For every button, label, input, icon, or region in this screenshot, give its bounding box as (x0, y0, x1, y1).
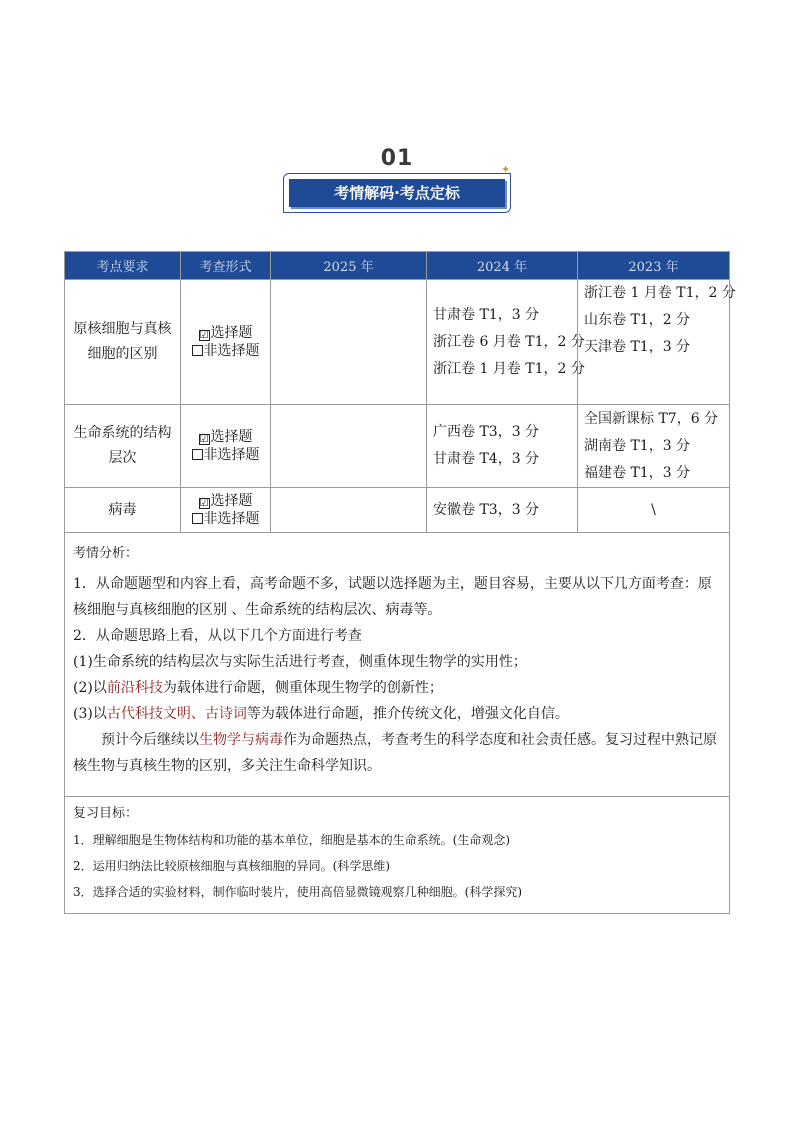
exam-analysis-table (64, 251, 736, 914)
goal-item: 3．选择合适的实验材料，制作临时装片，使用高倍显微镜观察几种细胞。(科学探究) (73, 885, 523, 899)
year-2024-cell (427, 405, 578, 488)
checked-box-icon: ☑ (199, 330, 209, 341)
year-2023-cell (578, 488, 730, 533)
exam-entry: 山东卷 T1，2 分 (584, 312, 691, 328)
section-number: 01 (380, 146, 414, 171)
year-2025-cell (271, 488, 427, 533)
option-choice: ☑ 选择题 (199, 429, 253, 445)
analysis-paragraph: 预计今后继续以生物学与病毒作为命题热点，考查考生的科学态度和社会责任感。复习过程中熟记原核生物与真核生物的区别，多关注生命科学知识。 (73, 732, 717, 774)
exam-entry: 甘肃卷 T1，3 分 (433, 306, 540, 323)
year-2023-cell (578, 405, 730, 488)
section-title-badge (283, 163, 513, 215)
requirement-cell (65, 405, 181, 488)
table-row (65, 280, 730, 405)
analysis-paragraph: (1)生命系统的结构层次与实际生活进行考查，侧重体现生物学的实用性； (73, 654, 527, 670)
exam-entry: 安徽卷 T3，3 分 (433, 501, 540, 518)
goal-item: 1．理解细胞是生物体结构和功能的基本单位，细胞是基本的生命系统。(生命观念) (73, 833, 511, 847)
analysis-paragraph: (3)以古代科技文明、古诗词等为载体进行命题，推介传统文化，增强文化自信。 (73, 706, 569, 722)
exam-entry: 全国新课标 T7，6 分 (584, 410, 719, 427)
goals-row (65, 797, 730, 914)
year-2025-cell (271, 405, 427, 488)
analysis-row (65, 533, 730, 797)
exam-entry: 甘肃卷 T4，3 分 (433, 451, 540, 467)
requirement-cell: 病毒 (65, 488, 181, 533)
exam-entry: 浙江卷 1 月卷 T1，2 分 (433, 360, 585, 377)
table-row (65, 488, 730, 533)
form-cell (181, 405, 271, 488)
checked-box-icon: ☑ (199, 498, 209, 509)
form-cell (181, 488, 271, 533)
option-nonchoice: 非选择题 (181, 342, 270, 360)
option-nonchoice: 非选择题 (181, 510, 270, 528)
form-cell (181, 280, 271, 405)
year-2023-cell (578, 280, 736, 405)
col-header-2025: 2025 年 (271, 252, 427, 280)
sparkle-icon: ✦ (501, 163, 511, 176)
goals-heading: 复习目标： (73, 806, 139, 821)
exam-entry: 天津卷 T1，3 分 (584, 339, 691, 355)
col-header-2024: 2024 年 (427, 252, 578, 280)
analysis-cell (65, 533, 730, 797)
unchecked-box-icon (192, 513, 203, 524)
requirement-text: 生命系统的结构层次 (73, 425, 172, 466)
col-header-form: 考查形式 (181, 252, 271, 280)
analysis-heading: 考情分析： (73, 546, 139, 561)
option-choice: ☑ 选择题 (199, 493, 253, 509)
highlight-text: 生物学与病毒 (199, 732, 283, 748)
year-2025-cell (271, 280, 427, 405)
analysis-paragraph: 1．从命题题型和内容上看，高考命题不多，试题以选择题为主，题目容易，主要从以下几方面考查：原核细胞与真核细胞的区别 、生命系统的结构层次、病毒等。 (73, 576, 712, 618)
year-2024-cell (427, 280, 585, 405)
analysis-paragraph: 2．从命题思路上看，从以下几个方面进行考查 (73, 628, 362, 644)
exam-entry: 浙江卷 1 月卷 T1，2 分 (584, 285, 736, 301)
section-title: 考情解码·考点定标 (334, 184, 460, 202)
table-header-row (65, 252, 730, 280)
col-header-2023: 2023 年 (578, 252, 730, 280)
unchecked-box-icon (192, 449, 203, 460)
exam-entry: \ (651, 502, 656, 518)
unchecked-box-icon (192, 345, 203, 356)
goals-cell (65, 797, 730, 914)
exam-entry: 湖南卷 T1，3 分 (584, 437, 691, 454)
checked-box-icon: ☑ (199, 434, 209, 445)
highlight-text: 前沿科技 (106, 680, 163, 696)
exam-entry: 广西卷 T3，3 分 (433, 424, 540, 440)
requirement-cell (65, 280, 181, 405)
requirement-text: 原核细胞与真核细胞的区别 (73, 321, 172, 362)
col-header-requirement: 考点要求 (65, 252, 181, 280)
year-2024-cell (427, 488, 578, 533)
badge-box (289, 179, 505, 207)
highlight-text: 古代科技文明、古诗词 (106, 706, 247, 722)
table-row (65, 405, 730, 488)
exam-entry: 浙江卷 6 月卷 T1，2 分 (433, 333, 585, 350)
exam-entry: 福建卷 T1，3 分 (584, 464, 691, 481)
goal-item: 2．运用归纳法比较原核细胞与真核细胞的异同。(科学思维) (73, 859, 391, 873)
option-nonchoice: 非选择题 (181, 446, 270, 464)
analysis-paragraph: (2)以前沿科技为载体进行命题，侧重体现生物学的创新性； (73, 680, 443, 696)
option-choice: ☑ 选择题 (199, 325, 253, 341)
